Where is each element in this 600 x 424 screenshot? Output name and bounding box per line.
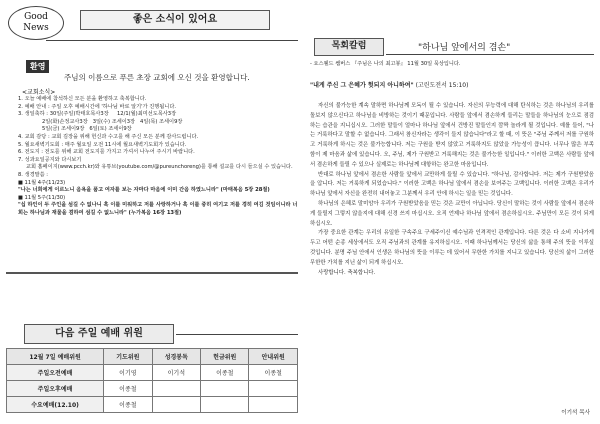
duty-col-header: 12월 7일 예배위원: [7, 349, 104, 365]
news-item: 교회 홈페이지(www.pcch.kr)와 유튜브(youtube.com/@pureunchoreng)를 통해 설교를 다시 들으실 수 있습니다.: [26, 164, 293, 171]
next-week-title: 다음 주일 예배 위원: [24, 324, 174, 344]
table-row: [7, 397, 298, 413]
verse-text: "내게 주신 그 은혜가 헛되지 아니하여": [310, 82, 414, 89]
news-item: 2. 예배 안내 : 주일 오후 예배시간에 '하나님 바로 알기'가 진행됩니다.: [18, 103, 176, 110]
column-title: "하나님 앞에서의 겸손": [418, 43, 511, 53]
header-rule: [46, 40, 298, 41]
news-item: 7. 성과요일공지와 다시보기: [18, 156, 82, 163]
news-item: 1. 오늘 예배에 참석하신 모든 분을 환영하고 축복합니다.: [18, 96, 147, 102]
section-title: 좋은 소식이 있어요: [80, 10, 270, 30]
duty-row-label: 수요예배(12.10): [7, 397, 104, 413]
welcome-text: 주님의 이름으로 푸른 초장 교회에 오신 것을 환영합니다.: [64, 73, 250, 82]
column-rule: [386, 54, 594, 55]
duty-col-header: 기도위원: [104, 349, 152, 365]
column-tag: 목회칼럼: [314, 38, 384, 56]
good-news-logo: [8, 6, 64, 40]
column-paragraph: 자신의 불가능한 계속 말하면 하나님께 모독이 될 수 있습니다. 자신의 무능력에 대해 탄식하는 것은 하나님의 우리를 돌보지 않으신다고 하나님을 비방하는 것이기 때문입니다. 사람들 앞에서 겸손하게 들리는 말들을 하나님의 눈으로 점검하는 습관을 지니십시오. 그러한 말들이 얼마나 하나님 앞에서 건방진 말들인지 깜짝 놀라게 될 것입니다. 예를 들어, "나는 거룩하다고 말할 수 없습니다. 그래서 참신자라는 생각이 들지 않습니다"라고 할 때, 이 뜻은 "주님 주께서 저를 구원하고 거룩하게 하시는 것은 불가능합니다. 저는 구원을 받지 않았고 거룩하지도 않았을 가능성이 큽니다. 너무나 많은 부족함이 제 마음과 삶에 있습니다. 오, 주님, 제가 구원받고 거룩해지는 것은 불가능한 일입니다." 이러한 고백은 사람들 앞에서 겸손하게 들릴 수 있으나 실제로는 하나님께 대항하는 완고한 마음입니다.: [310, 103, 594, 168]
duty-cell: 이기영: [104, 365, 152, 381]
duty-cell: 이종철: [104, 381, 152, 397]
column-paragraph: 가장 중요한 관계는 우리의 유일한 구속주요 구세주이신 예수님과 인격적인 관계입니다. 다른 것은 다 소비 지나가게 두고 어떤 순종 세상에서도 오직 주님과의 관계를 유지하십시오. 이때 하나님께서는 당신의 삶을 통해 주의 뜻을 이루실 것입니다. 분명 주님 안에서 인생은 하나님의 뜻을 이루는 데 있어서 무한한 가치를 지니고 있습니다. 당신의 삶이 그러한 무한한 가치를 지닌 삶이 되게 하십시오.: [310, 230, 594, 266]
duty-cell: [152, 397, 200, 413]
duty-cell: 이종철: [104, 397, 152, 413]
duty-cell: [201, 381, 249, 397]
news-item: "나는 너희에게 이르노니 음욕을 품고 여자를 보는 자마다 마음에 이미 간음 하였느니라" (마태복음 5장 28절): [18, 187, 270, 194]
column-paragraph: 반대로 하나님 앞에서 겸손한 사람들 앞에서 교만하게 들릴 수 있습니다. "하나님, 감사합니다. 저는 제가 구원받았음을 압니다. 저는 거룩하게 되었습니다." 이러한 고백은 하나님 앞에서 겸손을 보여주는 고백입니다. 이러한 고백은 우리가 하나님 앞에서 자신을 완전히 내어놓고 그분께서 우리 안에 하시는 일을 믿는 것입니다.: [310, 171, 594, 198]
duty-row-label: 주일오전예배: [7, 365, 104, 381]
duty-table: [6, 348, 298, 413]
welcome-tag: 환영: [26, 60, 49, 73]
column-source: - 요스웰드 쌤버스 『주님은 나의 최고봉』 11월 30일 묵상입니다.: [310, 61, 461, 67]
duty-cell: [201, 397, 249, 413]
news-item: 8. 생경말씀 :: [18, 171, 49, 178]
right-column: [304, 4, 594, 420]
duty-cell: 이종철: [201, 365, 249, 381]
duty-cell: [249, 397, 298, 413]
news-item: 4. 교회 감당 : 교회 김장을 위해 헌신과 수고를 해 주신 모든 분께 감사드립니다.: [18, 133, 199, 140]
news-item: 5일(금) 조세이9장 6일(토) 조세이9장: [42, 126, 132, 133]
column-paragraph: 사랑합니다. 축복합니다.: [318, 269, 376, 276]
news-heading: <교회소식>: [22, 89, 56, 96]
duty-col-header: 안내위원: [249, 349, 298, 365]
column-paragraph: 하나님의 은혜로 말미암아 우리가 구원받았음을 믿는 것은 교만이 아닙니다. 당신이 말하는 것이 사람들 앞에서 겸손하게 들릴지 그렇지 않을지에 대해 신경 쓰지 마십시오. 오직 언제나 하나님 앞에서 겸손하십시오. 주님만이 모든 것이 되게 하십시오.: [310, 200, 594, 227]
news-item: 3. 생일축하 : 30일(주일)박태호목사3장 12/1(월)최미선도목사3장: [18, 111, 177, 118]
column-body: [310, 102, 594, 278]
left-column: [6, 4, 298, 420]
duty-header-row: [7, 349, 298, 365]
duty-row-label: 주일오후예배: [7, 381, 104, 397]
duty-cell: [152, 381, 200, 397]
table-row: [7, 365, 298, 381]
news-item: 6. 전도지 : 전도를 위해 교회 전도지를 가지고 가셔서 나누어 주시기 바랍니다.: [18, 149, 195, 156]
duty-col-header: 성경봉독: [152, 349, 200, 365]
news-list: [18, 96, 300, 218]
news-item: "십 하인이 두 주인을 섬길 수 없나니 혹 이를 미워하고 저를 사랑하거나 혹 이를 중히 여기고 저를 경히 여김 것임이니라 너희는 하나님과 재물을 겸하여 섬길 수 없느니라" (누가복음 16장 13절): [18, 202, 298, 216]
section-divider: [6, 272, 298, 274]
news-item: 5. 월요새벽기도회 : 매주 월요일 오전 11시에 월요새벽기도회가 있습니다.: [18, 141, 187, 148]
news-item: 2일(화)손정교사3장 3일(수) 조세이3장 4일(목) 조세이9장: [42, 118, 183, 125]
duty-col-header: 헌금위원: [201, 349, 249, 365]
logo-line1: Good: [24, 12, 48, 22]
news-item: ■ 11월 5주(11/30): [18, 194, 66, 201]
verse-ref: (고린도전서 15:10): [415, 82, 469, 89]
news-item: ■ 11월 4주(11/23): [18, 179, 66, 186]
table-row: [7, 381, 298, 397]
column-verse: [310, 80, 594, 89]
duty-cell: 이기석: [152, 365, 200, 381]
logo-line2: News: [23, 23, 49, 33]
duty-cell: [249, 381, 298, 397]
next-week-rule: [176, 334, 298, 335]
duty-cell: 이종철: [249, 365, 298, 381]
column-signature: 이기석 목사: [561, 410, 590, 416]
